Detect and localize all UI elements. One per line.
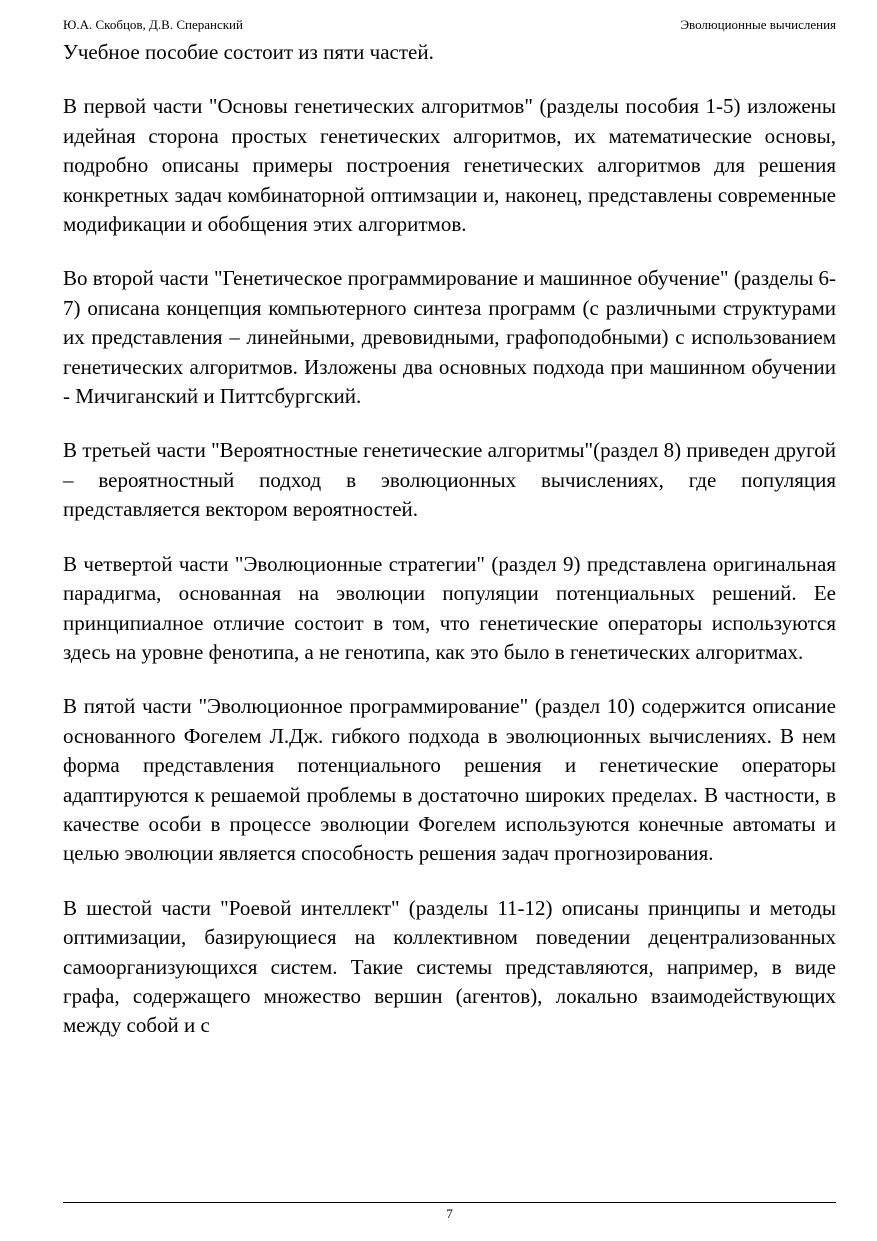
paragraph-part-3: В третьей части "Вероятностные генетические алгоритмы"(раздел 8) приведен другой – вероятностный подход в эволюционных вычислениях, где популяция представляется вектором вероятностей.: [63, 438, 836, 522]
paragraph-part-6: В шестой части "Роевой интеллект" (разделы 11-12) описаны принципы и методы оптимизации, базирующиеся на коллективном поведении децентрализованных самоорганизующихся систем. Такие системы представляются, например, в виде графа, содержащего множество вершин (агентов), локально взаимодействующих между собой и с: [63, 895, 836, 1038]
paragraph-intro: Учебное пособие состоит из пяти частей.: [63, 40, 434, 64]
paragraph-part-2: Во второй части "Генетическое программирование и машинное обучение" (разделы 6-7) описана концепция компьютерного синтеза программ (с различными структурами их представления – линейными, древовидными, графоподобными) с использованием генетических алгоритмов. Изложены два основных подхода при машинном обучении - Мичиганский и Питтсбургский.: [63, 266, 836, 409]
running-header: [63, 16, 836, 34]
paragraph-part-4: В четвертой части "Эволюционные стратегии" (раздел 9) представлена оригинальная парадигма, основанная на эволюции популяции потенциальных решений. Ее принципиалное отличие состоит в том, что генетические операторы используются здесь на уровне фенотипа, а не генотипа, как это было в генетических алгоритмах.: [63, 551, 836, 664]
document-page: [63, 0, 836, 1241]
footer-divider: [63, 1202, 836, 1203]
body-text: [63, 38, 836, 1200]
header-authors: Ю.А. Скобцов, Д.В. Сперанский: [63, 17, 243, 32]
paragraph-part-5: В пятой части "Эволюционное программирование" (раздел 10) содержится описание основанного Фогелем Л.Дж. гибкого подхода в эволюционных вычислениях. В нем форма представления потенциального решения и генетические операторы адаптируются к решаемой проблемы в достаточно широких пределах. В частности, в качестве особи в процессе эволюции Фогелем используются конечные автоматы и целью эволюции является способность решения задач прогнозирования.: [63, 694, 836, 866]
header-title: Эволюционные вычисления: [680, 17, 836, 32]
paragraph-part-1: В первой части "Основы генетических алгоритмов" (разделы пособия 1-5) изложены идейная сторона простых генетических алгоритмов, их математические основы, подробно описаны примеры построения генетических алгоритмов для решения конкретных задач комбинаторной оптимзации и, наконец, представлены современные модификации и обобщения этих алгоритмов.: [63, 94, 836, 237]
page-number: 7: [446, 1206, 453, 1221]
